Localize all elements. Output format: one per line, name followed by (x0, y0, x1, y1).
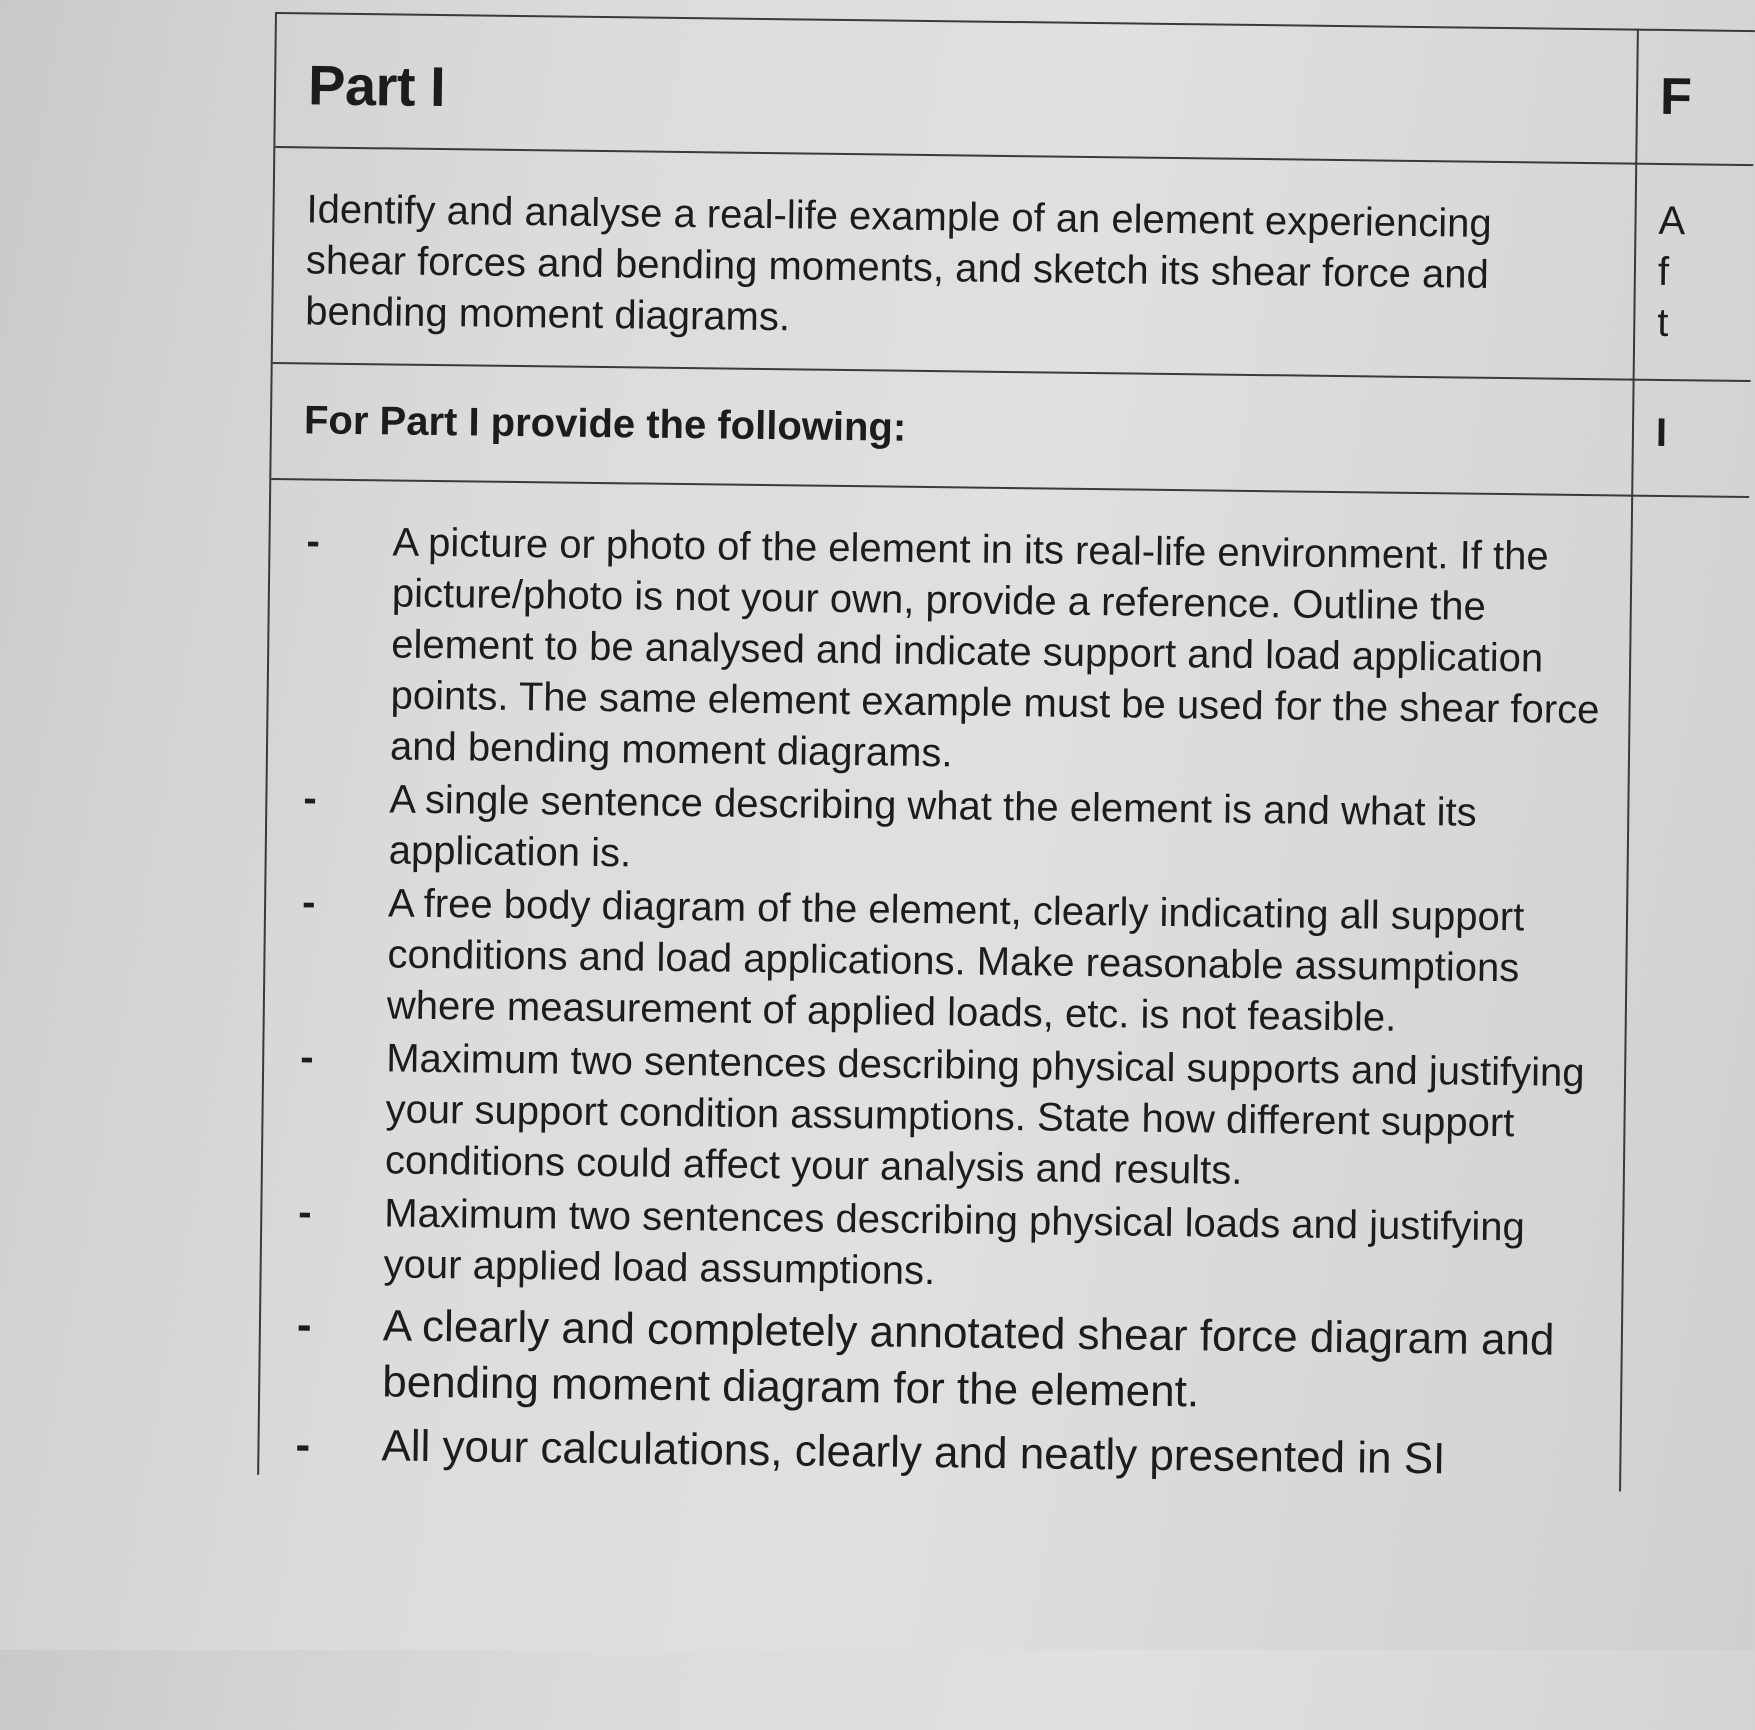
bullet-dash: - (295, 1420, 311, 1470)
requirements-list (281, 516, 1611, 1489)
list-item-text: Maximum two sentences describing physical supports and justifying your support condition assumptions. State how different support conditions could affect your analysis and results. (384, 1036, 1585, 1193)
second-column-title-cell (1633, 29, 1755, 164)
list-item-text: A free body diagram of the element, clearly indicating all support conditions and load applications. Make reasonable assumptions where measurement of applied loads, etc. is not feasible. (386, 881, 1525, 1040)
second-column-intro-fragment: f (1657, 249, 1670, 295)
intro-row (273, 146, 1636, 379)
second-column-items-cell (1615, 495, 1750, 1696)
second-column-title-fragment: F (1659, 67, 1693, 127)
second-column-intro-cell (1631, 163, 1754, 380)
list-item (282, 1297, 1601, 1425)
subheading-row (271, 362, 1632, 495)
bullet-dash: - (299, 1035, 314, 1080)
document-sheet (254, 12, 1735, 1730)
second-column-sub-fragment: I (1655, 410, 1668, 456)
list-item (287, 877, 1607, 1046)
items-row (259, 478, 1631, 1490)
bullet-dash: - (298, 1190, 312, 1235)
list-item-text: A clearly and completely annotated shear force diagram and bending moment diagram for the element. (381, 1301, 1555, 1417)
bullet-dash: - (306, 519, 321, 564)
list-item (283, 1187, 1602, 1305)
list-item-text: A single sentence describing what the element is and what its application is. (388, 777, 1477, 876)
list-item-text: All your calculations, clearly and neatly presented in SI (381, 1421, 1446, 1484)
bullet-dash: - (303, 776, 317, 821)
second-column-sub-cell (1629, 379, 1750, 496)
second-column (1614, 29, 1755, 1730)
second-column-intro-fragment: A (1658, 198, 1686, 244)
list-item (285, 1032, 1605, 1201)
subheading: For Part I provide the following: (303, 398, 907, 450)
second-column-intro-fragment: t (1657, 300, 1669, 346)
list-item (290, 516, 1611, 787)
title-row (275, 12, 1637, 163)
list-item (288, 773, 1607, 891)
requirements-table (257, 12, 1639, 1492)
list-item (281, 1417, 1600, 1489)
list-item-text: A picture or photo of the element in its real-life environment. If the picture/photo is not your own, provide a reference. Outline the element to be analysed and indicate support and load application points. The same element example must be used for the shear force and bending moment diagrams. (389, 520, 1600, 776)
bullet-dash: - (301, 880, 316, 925)
intro-text: Identify and analyse a real-life example of an element experiencing shear forces and bending moments, and sketch its shear force and bending moment diagrams. (305, 187, 1492, 340)
list-item-text: Maximum two sentences describing physical loads and justifying your applied load assumptions. (383, 1191, 1526, 1294)
part-title: Part I (307, 53, 446, 119)
bullet-dash: - (296, 1300, 312, 1350)
